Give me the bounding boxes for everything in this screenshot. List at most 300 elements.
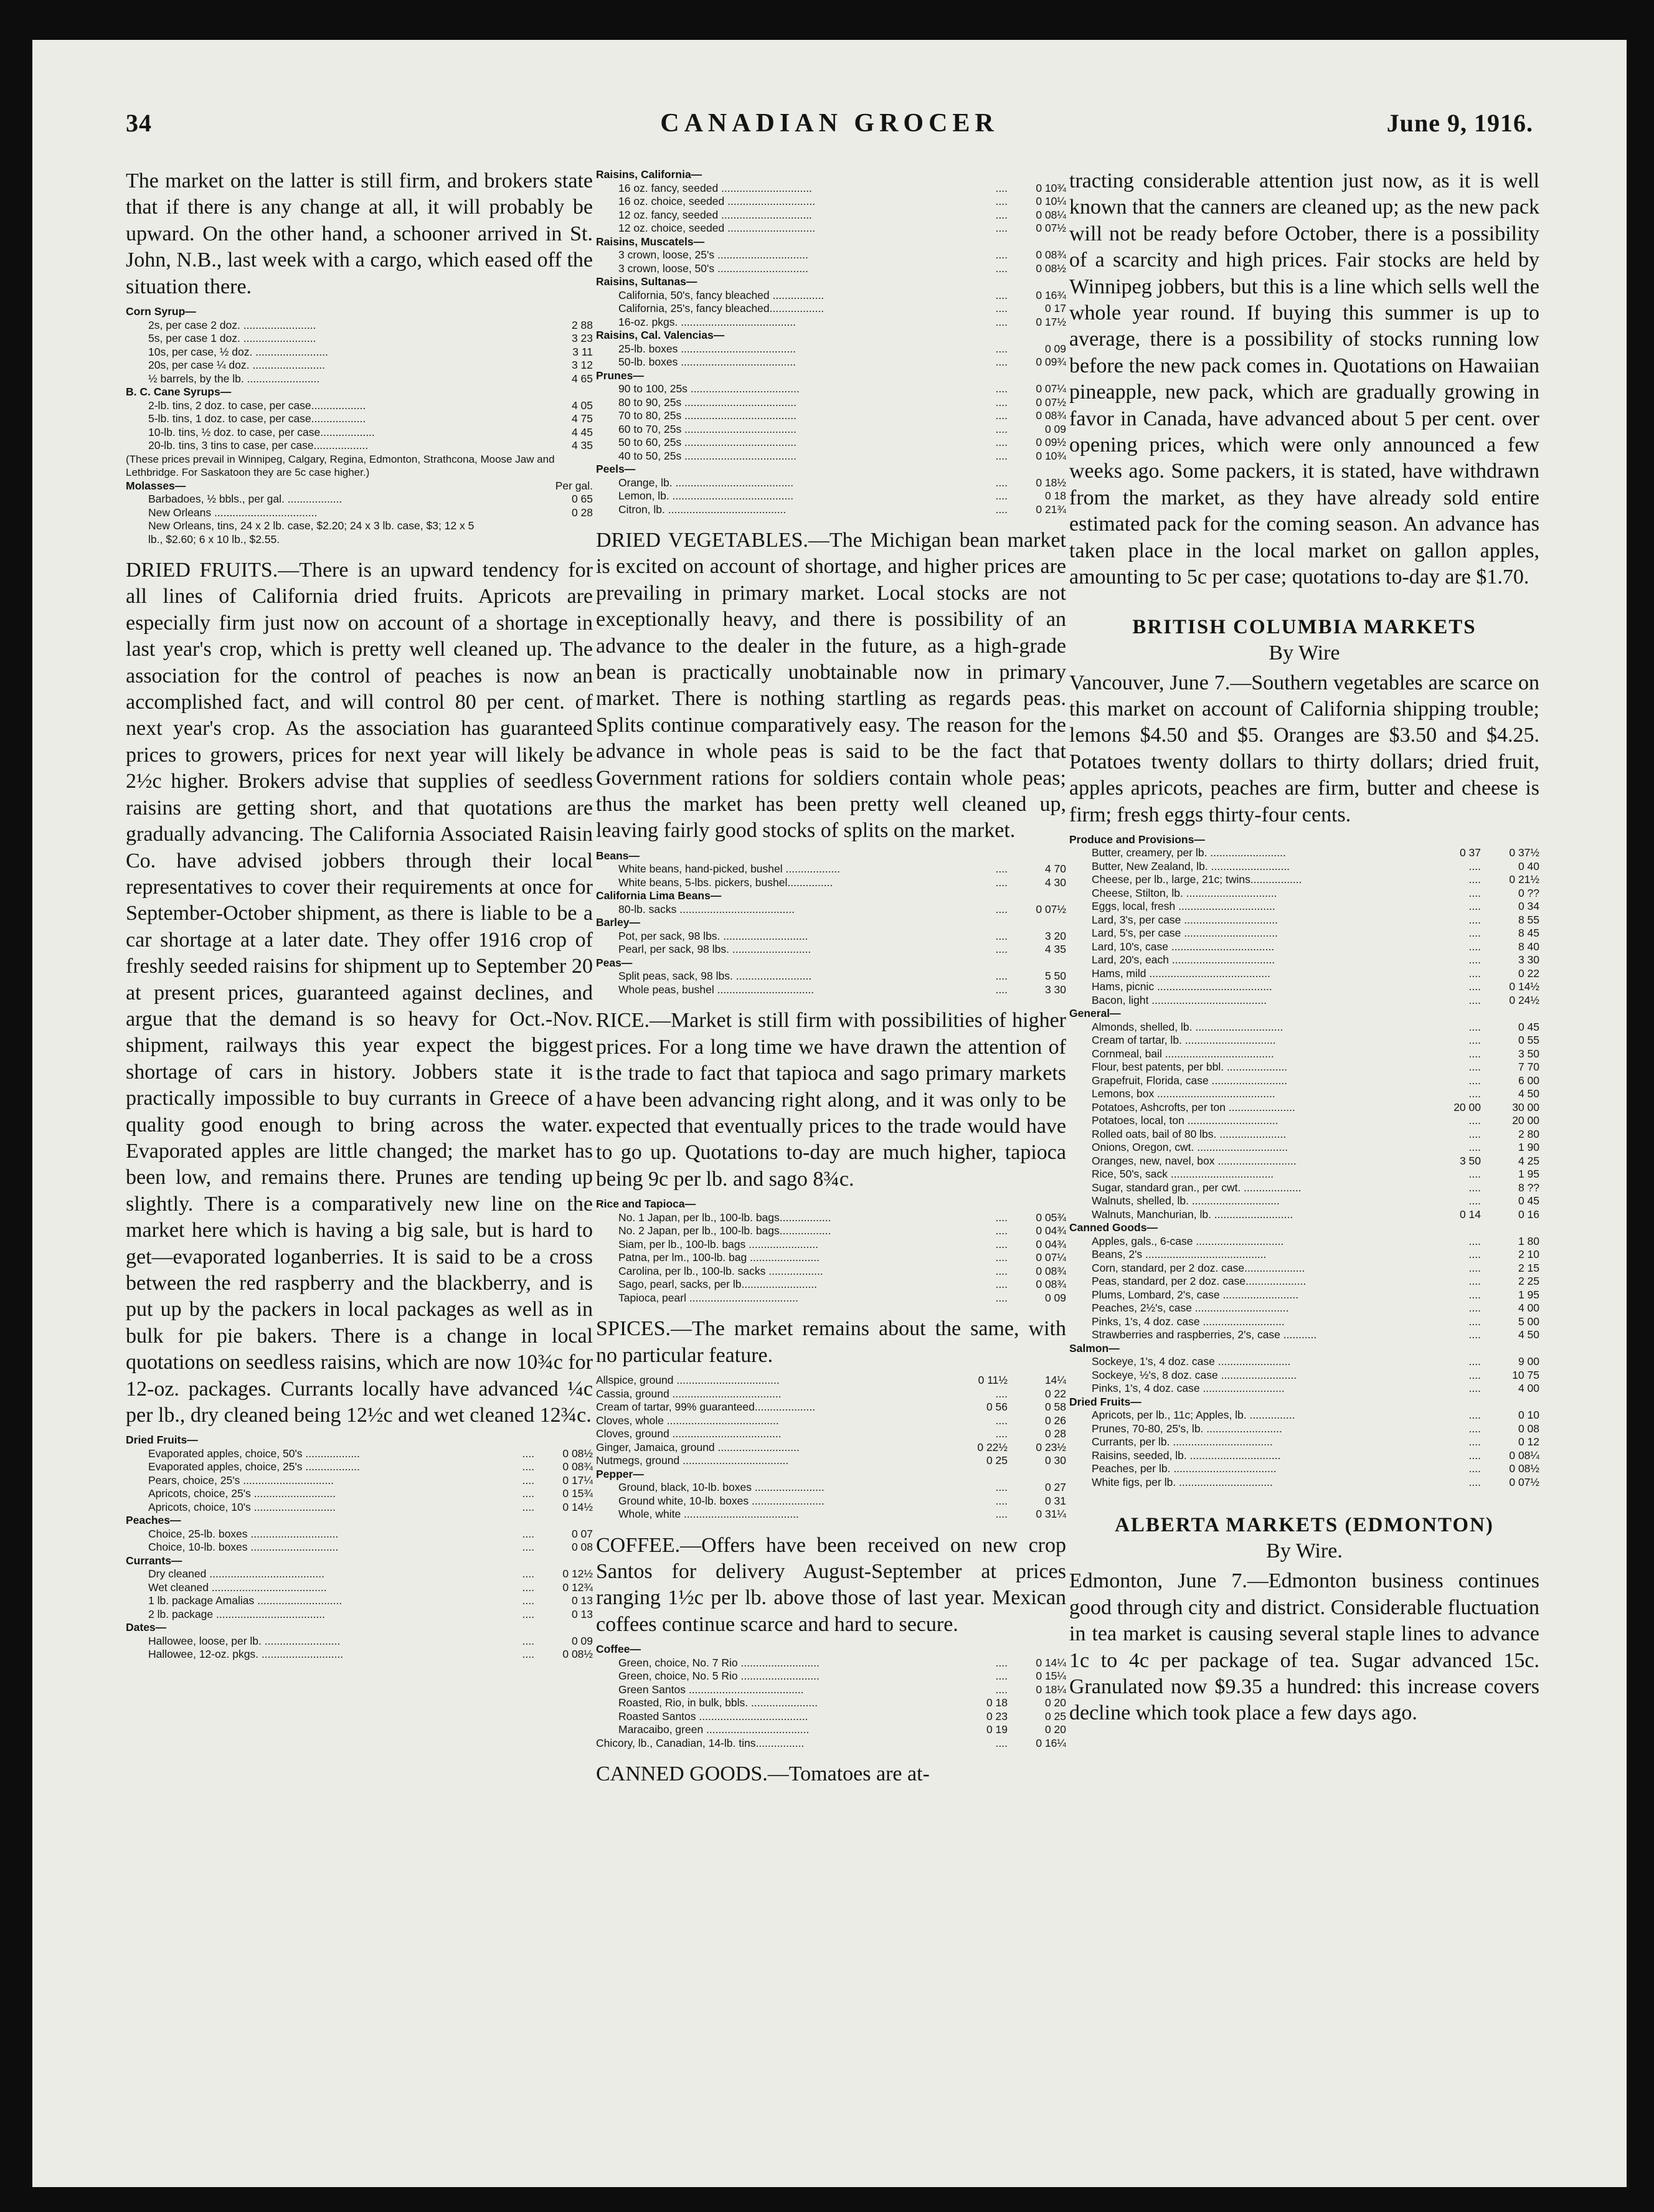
price-high: 0 45 (1518, 1194, 1539, 1208)
price-row (1069, 1449, 1539, 1463)
price-row (126, 399, 593, 413)
price-high: 0 12½ (562, 1567, 593, 1581)
price-high: 0 07½ (1509, 1475, 1539, 1488)
price-high (534, 519, 593, 546)
price-low: .... (995, 1670, 1008, 1683)
price-row (596, 423, 1066, 437)
price-low (491, 359, 534, 372)
issue-date: June 9, 1916. (1386, 109, 1533, 137)
price-category (1069, 1342, 1539, 1356)
price-high: 0 10 (1518, 1409, 1539, 1422)
price-row (596, 1401, 1066, 1414)
item-description: Dried Fruits— (1069, 1395, 1141, 1408)
price-high: 0 22 (1518, 967, 1539, 980)
price-low: .... (995, 356, 1008, 368)
price-row (596, 863, 1066, 876)
price-high: 0 07½ (1036, 222, 1066, 234)
item-description: 80-lb. sacks ...................................... (618, 902, 795, 915)
item-description: White beans, hand-picked, bushel .................. (618, 863, 841, 876)
price-row (596, 262, 1066, 276)
item-description: 60 to 70, 25s ..................................... (618, 422, 796, 435)
price-row (1069, 980, 1539, 994)
item-description: Molasses— (126, 479, 186, 492)
price-row (596, 1224, 1066, 1238)
price-row (1069, 1328, 1539, 1342)
price-high: 0 37½ (1509, 846, 1539, 859)
item-description: Corn, standard, per 2 doz. case.................... (1092, 1261, 1305, 1274)
price-high: 0 18 (1044, 489, 1066, 502)
price-high: 0 21¾ (1036, 503, 1066, 516)
price-low: .... (995, 222, 1008, 234)
item-description: 25-lb. boxes ...................................... (618, 342, 796, 355)
item-description: White beans, 5-lbs. pickers, bushel............... (618, 876, 833, 889)
price-row (1069, 1194, 1539, 1208)
item-description: Currants, per lb. ................................. (1092, 1435, 1273, 1449)
item-description: Bacon, light ...................................... (1092, 993, 1267, 1006)
price-low (491, 1554, 534, 1568)
price-high (1481, 1396, 1539, 1409)
item-description: Barbadoes, ½ bbls., per gal. .................. (148, 493, 343, 506)
price-low: .... (1468, 1020, 1481, 1033)
item-description: Oranges, new, navel, box .......................... (1092, 1154, 1297, 1167)
price-row (596, 1495, 1066, 1508)
price-low: .... (995, 983, 1008, 996)
price-low: .... (1468, 1275, 1481, 1288)
price-row (596, 1278, 1066, 1292)
price-category (1069, 833, 1539, 847)
price-high: 3 30 (1518, 953, 1539, 967)
price-row (1069, 1021, 1539, 1034)
item-description: Hallowee, 12-oz. pkgs. ........................... (148, 1648, 344, 1661)
price-category (596, 916, 1066, 930)
price-low: .... (1468, 886, 1481, 899)
price-low: .... (1468, 1409, 1481, 1422)
price-row (126, 412, 593, 426)
price-low: .... (995, 929, 1008, 942)
item-description: Sockeye, ½'s, 8 doz. case ......................... (1092, 1368, 1297, 1381)
price-low (964, 957, 1008, 970)
item-description: Citron, lb. ....................................... (618, 503, 787, 516)
item-description: Siam, per lb., 100-lb. bags ....................... (618, 1237, 818, 1250)
price-high: 0 07¼ (1036, 1251, 1066, 1264)
price-low: .... (995, 248, 1008, 261)
item-description: Choice, 10-lb. boxes ............................. (148, 1541, 339, 1554)
price-high: 0 08¾ (1036, 248, 1066, 261)
price-row (596, 289, 1066, 303)
price-high: 0 45 (1518, 1020, 1539, 1033)
price-row (1069, 1462, 1539, 1476)
item-description: Peels— (596, 463, 636, 475)
item-description: 20s, per case ¼ doz. ........................ (148, 359, 326, 372)
price-high: 0 10¾ (1036, 449, 1066, 462)
price-high: 0 10¾ (1036, 181, 1066, 194)
item-description: 50 to 60, 25s ..................................... (618, 436, 796, 448)
price-high (1481, 1221, 1539, 1235)
price-low (1437, 833, 1481, 847)
price-low: .... (1468, 1047, 1481, 1060)
item-description: Cloves, whole ..................................... (596, 1414, 779, 1427)
price-high (1008, 916, 1066, 930)
item-description: Apples, gals., 6-case ............................. (1092, 1234, 1284, 1247)
price-row (596, 1696, 1066, 1710)
price-row (126, 493, 593, 506)
price-row (596, 182, 1066, 196)
price-row (596, 1441, 1066, 1455)
price-low: .... (1468, 859, 1481, 872)
item-description: Canned Goods— (1069, 1221, 1158, 1234)
price-high: 2 88 (571, 318, 593, 331)
column-3 (1069, 168, 1539, 1732)
price-low: .... (1468, 1288, 1481, 1301)
price-row (1069, 1262, 1539, 1275)
item-description: 16 oz. fancy, seeded .............................. (618, 181, 812, 194)
price-row (596, 1737, 1066, 1751)
price-row (1069, 887, 1539, 900)
item-description: Butter, creamery, per lb. ......................... (1092, 846, 1286, 859)
price-high: 4 30 (1044, 876, 1066, 889)
price-high: 0 08 (1518, 1422, 1539, 1435)
item-description: Barley— (596, 916, 641, 929)
price-row (596, 209, 1066, 222)
price-high: 0 21½ (1509, 873, 1539, 886)
price-low: .... (522, 1581, 534, 1594)
price-high: 0 08¾ (562, 1460, 593, 1473)
item-description: 1 lb. package Amalias ............................ (148, 1594, 343, 1607)
price-low: .... (995, 342, 1008, 355)
price-category (596, 168, 1066, 182)
price-low: .... (1468, 1168, 1481, 1181)
rice-price-list (596, 1198, 1066, 1305)
price-low (1437, 1007, 1481, 1021)
price-high: 0 23½ (1036, 1440, 1066, 1453)
price-low: .... (522, 1527, 534, 1540)
price-high: 1 90 (1518, 1141, 1539, 1154)
item-description: Green Santos ...................................... (618, 1683, 804, 1696)
price-low: .... (995, 262, 1008, 275)
price-low: .... (995, 1414, 1008, 1427)
price-category (126, 1514, 593, 1528)
price-row (1069, 1061, 1539, 1074)
item-description: Raisins, Cal. Valencias— (596, 329, 725, 341)
price-category (126, 480, 593, 493)
spices-paragraph: SPICES.—The market remains about the same, with no particular feature. (596, 1317, 1066, 1367)
price-row (596, 195, 1066, 209)
price-row (596, 1387, 1066, 1401)
price-high: 0 16 (1518, 1208, 1539, 1221)
item-description: Choice, 25-lb. boxes ............................. (148, 1527, 339, 1540)
price-low: 0 18 (986, 1696, 1008, 1709)
spices-price-list (596, 1374, 1066, 1521)
price-low: .... (522, 1460, 534, 1473)
column-2 (596, 168, 1066, 1793)
price-high: 0 17 (1044, 302, 1066, 314)
price-category (596, 1198, 1066, 1211)
price-low (1437, 1342, 1481, 1356)
item-description: 3 crown, loose, 25's .............................. (618, 248, 808, 261)
price-high: 0 18¼ (1036, 1683, 1066, 1696)
price-high: 0 09 (571, 1634, 593, 1647)
price-high: 0 12¾ (562, 1581, 593, 1594)
price-row (1069, 1128, 1539, 1141)
price-row (1069, 1168, 1539, 1181)
price-low: .... (1468, 1127, 1481, 1140)
price-low: .... (1468, 1449, 1481, 1462)
price-row (596, 503, 1066, 517)
price-row (1069, 900, 1539, 914)
price-low: .... (995, 1481, 1008, 1494)
price-low: .... (522, 1594, 534, 1607)
price-category (596, 957, 1066, 970)
price-high: 0 08½ (562, 1648, 593, 1661)
item-description: B. C. Cane Syrups— (126, 385, 232, 399)
price-low: .... (1468, 1422, 1481, 1435)
price-row (596, 1427, 1066, 1441)
price-high: 1 95 (1518, 1168, 1539, 1181)
price-low (491, 319, 534, 333)
price-low: .... (522, 1634, 534, 1647)
price-low: .... (1468, 1475, 1481, 1488)
item-description: Peaches, 2½'s, case ............................... (1092, 1302, 1289, 1315)
price-high: 4 50 (1518, 1087, 1539, 1100)
price-high: 0 08 (571, 1541, 593, 1554)
price-high: 30 00 (1512, 1100, 1539, 1113)
price-low: .... (995, 288, 1008, 301)
price-high: 10 75 (1512, 1368, 1539, 1381)
price-low (964, 275, 1008, 289)
price-category (126, 1621, 593, 1635)
price-row (126, 1501, 593, 1515)
item-description: Chicory, lb., Canadian, 14-lb. tins................ (596, 1736, 805, 1749)
item-description: 80 to 90, 25s ..................................... (618, 395, 796, 409)
item-description: Cheese, per lb., large, 21c; twins................. (1092, 873, 1302, 886)
price-high: 3 20 (1044, 929, 1066, 942)
price-high: 0 09 (1044, 342, 1066, 355)
item-description: Green, choice, No. 7 Rio .......................... (618, 1656, 820, 1669)
price-high: 0 13 (571, 1594, 593, 1607)
price-low: .... (995, 409, 1008, 422)
price-low: .... (995, 195, 1008, 207)
publication-title: CANADIAN GROCER (660, 109, 999, 138)
price-row (1069, 846, 1539, 860)
price-row (126, 1635, 593, 1648)
price-low: .... (522, 1447, 534, 1460)
price-low: .... (995, 1237, 1008, 1250)
price-category (596, 275, 1066, 289)
dried-fruits-paragraph: DRIED FRUITS.—There is an upward tendency for all lines of California dried fruits. Apricots are especially firm just now on account of a shortage in last year's crop, which is pretty well cleaned up. The association for the control of peaches is now an accomplished fact, and will control 80 per cent. of next year's crop. As the association has guaranteed prices to growers, prices for next year will likely be 2½c higher. Brokers advise that supplies of seedless raisins are getting short, and that quotations are gradually advancing. The California Associated Raisin Co. have advised jobbers through their local representatives to cover their requirements at once for September-October shipment, as there is liable to be a car shortage at a later date. They offer 1916 crop of freshly seeded raisins for shipment up to September 20 at present prices, guaranteed against declines, and argue that the demand is so heavy for Oct.-Nov. shipment, railways this year expect the biggest shortage of cars in history. Jobbers state it is practically impossible to buy currants in Greece of a quality good enough to bring across the water. Evaporated apples are little changed; the market has been low, and remains there. Prunes are tending up slightly. There is a comparatively new line on the market here which is having a big sale, but is hard to get—evaporated loganberries. It is said to be a cross between the red raspberry and the blackberry, and is put up by the packers in local packages as well as in bulk for pie bakers. There is a change in local quotations on seedless raisins, which are now 10¾c for 12-oz. packages. Currants locally have advanced ¼c per lb., dry cleaned being 12½c and wet cleaned 12¾c. (126, 559, 593, 1427)
price-row (596, 489, 1066, 503)
item-description: Pearl, per sack, 98 lbs. .......................... (618, 943, 811, 956)
price-high (1481, 1342, 1539, 1356)
item-description: Hams, mild ........................................ (1092, 967, 1270, 980)
price-row (126, 332, 593, 346)
price-low: .... (1468, 927, 1481, 940)
price-high: 0 08½ (1509, 1462, 1539, 1475)
price-low: .... (1468, 1194, 1481, 1208)
price-row (126, 1487, 593, 1501)
price-row (1069, 1034, 1539, 1047)
price-low: .... (1468, 993, 1481, 1006)
price-high: 0 04¾ (1036, 1224, 1066, 1237)
price-low (491, 385, 534, 399)
intro-paragraph: The market on the latter is still firm, and brokers state that if there is any change at all, it will probably be upward. On the other hand, a schooner arrived in St. John, N.B., last week with a cargo, which eased off the situation there. (126, 169, 593, 298)
price-row (1069, 1047, 1539, 1061)
item-description: Rice and Tapioca— (596, 1198, 696, 1211)
price-note (126, 453, 593, 480)
price-high: Per gal. (555, 479, 593, 492)
item-description: 2-lb. tins, 2 doz. to case, per case.................. (148, 399, 366, 412)
price-high: 9 00 (1518, 1355, 1539, 1368)
price-row (126, 519, 593, 546)
price-high: 0 08¾ (1036, 1278, 1066, 1291)
item-description: Pepper— (596, 1467, 644, 1480)
price-high: 2 10 (1518, 1248, 1539, 1261)
item-description: Prunes— (596, 369, 644, 382)
price-high: 0 15¼ (1036, 1670, 1066, 1683)
price-high: 8 55 (1518, 913, 1539, 926)
price-row (1069, 1208, 1539, 1222)
page-number: 34 (126, 109, 152, 137)
price-high (1481, 1007, 1539, 1021)
price-high (1008, 1198, 1066, 1211)
price-high: 0 08¾ (1036, 1264, 1066, 1277)
item-description: 12 oz. choice, seeded ............................. (618, 222, 816, 234)
price-low: .... (1468, 1181, 1481, 1194)
price-high: 0 16¼ (1036, 1736, 1066, 1749)
price-category (596, 1643, 1066, 1657)
price-row (126, 1460, 593, 1474)
price-high: 0 28 (571, 506, 593, 519)
price-high: 0 14¼ (1036, 1656, 1066, 1669)
price-high: 2 15 (1518, 1261, 1539, 1274)
price-row (1069, 1382, 1539, 1396)
price-row (1069, 940, 1539, 954)
price-row (596, 1238, 1066, 1252)
price-low (491, 439, 534, 453)
price-row (596, 222, 1066, 235)
item-description: 50-lb. boxes ...................................... (618, 356, 796, 368)
price-high: 0 08½ (1036, 262, 1066, 275)
item-description: Walnuts, Manchurian, lb. .......................... (1092, 1208, 1293, 1221)
price-low: .... (995, 489, 1008, 502)
item-description: Cornmeal, bail .................................... (1092, 1047, 1274, 1060)
item-description: Prunes, 70-80, 25's, lb. ......................... (1092, 1422, 1282, 1435)
price-row (1069, 1141, 1539, 1155)
item-description: Onions, Oregon, cwt. .............................. (1092, 1141, 1288, 1154)
item-description: 90 to 100, 25s .................................... (618, 382, 800, 395)
price-category (1069, 1221, 1539, 1235)
item-description: Lard, 3's, per case ............................... (1092, 913, 1278, 926)
price-low (964, 1468, 1008, 1482)
price-low: .... (995, 1251, 1008, 1264)
price-low: .... (1468, 1234, 1481, 1247)
rice-paragraph: RICE.—Market is still firm with possibilities of higher prices. For a long time we have drawn the attention of the trade to fact that tapioca and sago primary markets have been advancing right along, and it was only to be expected that eventually prices to the trade would have to go up. Quotations to-day are much higher, tapioca being 9c per lb. and sago 8¾c. (596, 1009, 1066, 1191)
price-row (1069, 1235, 1539, 1249)
bc-price-list (1069, 833, 1539, 1490)
price-high: 4 50 (1518, 1328, 1539, 1341)
price-high (1008, 235, 1066, 249)
item-description: Hams, picnic ...................................... (1092, 980, 1272, 993)
price-high: 8 40 (1518, 940, 1539, 953)
price-low: .... (1468, 1261, 1481, 1274)
price-low: 0 25 (986, 1454, 1008, 1467)
item-description: Cream of tartar, lb. .............................. (1092, 1034, 1276, 1047)
price-low: .... (995, 315, 1008, 328)
item-description: Whole peas, bushel ................................ (618, 983, 815, 996)
price-high: 3 30 (1044, 983, 1066, 996)
price-high: 0 09 (1044, 1291, 1066, 1304)
price-high: 0 08¾ (1036, 409, 1066, 422)
price-row (596, 1454, 1066, 1468)
price-high: 4 25 (1518, 1154, 1539, 1167)
item-description: 40 to 50, 25s ..................................... (618, 449, 796, 462)
price-row (596, 983, 1066, 997)
price-row (596, 1481, 1066, 1495)
price-low (964, 1643, 1008, 1657)
price-low: 0 56 (986, 1401, 1008, 1414)
price-row (596, 382, 1066, 396)
canned-goods-paragraph: CANNED GOODS.—Tomatoes are at- (596, 1762, 930, 1786)
item-description: Peas— (596, 956, 633, 969)
price-high: 0 22 (1044, 1387, 1066, 1400)
item-description: Allspice, ground .................................. (596, 1374, 780, 1387)
item-description: Patna, per lm., 100-lb. bag ....................... (618, 1251, 820, 1264)
item-description: Potatoes, Ashcrofts, per ton ...................... (1092, 1100, 1295, 1113)
item-description: Apricots, choice, 10's ........................... (148, 1500, 336, 1513)
price-low: .... (995, 1387, 1008, 1400)
item-description: Lemon, lb. ........................................ (618, 489, 794, 502)
item-description: Dried Fruits— (126, 1434, 198, 1447)
item-description: Evaporated apples, choice, 50's .................. (148, 1447, 360, 1460)
item-description: 70 to 80, 25s ..................................... (618, 409, 796, 422)
item-description: Raisins, Sultanas— (596, 275, 697, 288)
price-low: .... (995, 422, 1008, 435)
item-description: Raisins, Muscatels— (596, 235, 705, 248)
price-high (1008, 168, 1066, 182)
item-description: California, 25's, fancy bleached.................. (618, 302, 825, 314)
item-description: Salmon— (1069, 1341, 1120, 1354)
price-high: 0 17¼ (562, 1473, 593, 1486)
price-high: 2 80 (1518, 1127, 1539, 1140)
item-description: Apricots, choice, 25's ........................... (148, 1487, 336, 1500)
alberta-markets-heading: ALBERTA MARKETS (EDMONTON) (1115, 1514, 1494, 1537)
price-row (126, 346, 593, 359)
item-description: Split peas, sack, 98 lbs. ......................... (618, 970, 812, 983)
item-description: Lemons, box ....................................... (1092, 1087, 1275, 1100)
price-category (596, 849, 1066, 863)
item-description: Rice, 50's, sack .................................. (1092, 1168, 1274, 1181)
price-row (596, 1414, 1066, 1428)
alberta-byline: By Wire. (1266, 1539, 1343, 1563)
item-description: Plums, Lombard, 2's, case ......................... (1092, 1288, 1299, 1301)
price-high: 0 65 (571, 493, 593, 506)
price-high: 6 00 (1518, 1074, 1539, 1087)
price-low (491, 493, 534, 506)
price-high: 0 08¼ (1509, 1449, 1539, 1462)
item-description: Corn Syrup— (126, 305, 196, 318)
item-description: Ginger, Jamaica, ground ........................... (596, 1440, 800, 1453)
price-low: .... (995, 1264, 1008, 1277)
price-row (126, 1608, 593, 1622)
price-high (534, 305, 593, 319)
price-low: 0 23 (986, 1709, 1008, 1723)
price-high: 0 24½ (1509, 993, 1539, 1006)
price-high: 3 50 (1518, 1047, 1539, 1060)
price-low (491, 399, 534, 413)
price-row (596, 409, 1066, 423)
price-category (1069, 1007, 1539, 1021)
item-description: Cloves, ground .................................... (596, 1427, 782, 1440)
item-description: (These prices prevail in Winnipeg, Calgary, Regina, Edmonton, Strathcona, Moose Jaw and Lethbridge. For Saskatoon they are 5c case higher.) (126, 453, 555, 479)
